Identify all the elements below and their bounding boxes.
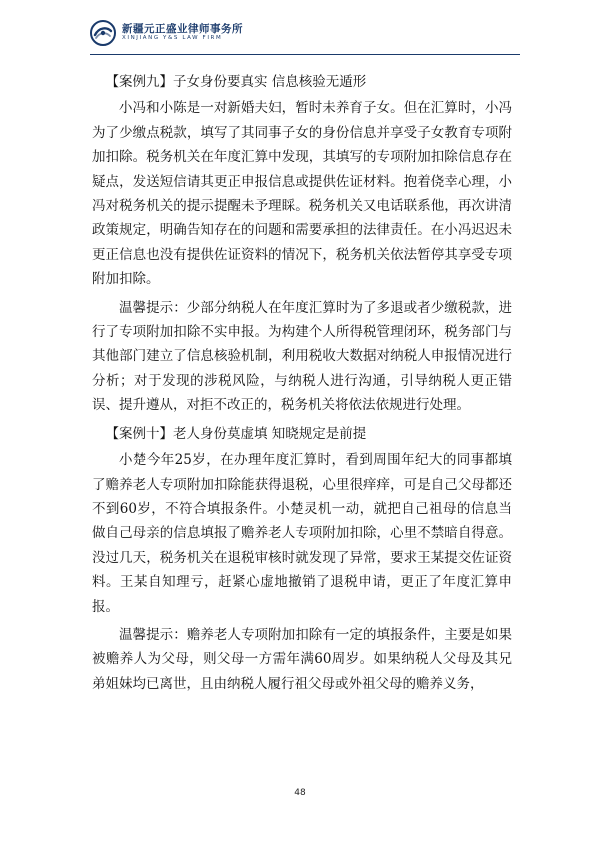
case-10-heading: 【案例十】老人身份莫虚填 知晓规定是前提 xyxy=(105,425,367,442)
case-9-tip: 温馨提示：少部分纳税人在年度汇算时为了多退或者少缴税款，进行了专项附加扣除不实申报。为构建个人所得税管理闭环，税务部门与其他部门建立了信息核验机制，利用税收大数据对纳税人申报情况进行分析；对于发现的涉税风险，与纳税人进行沟通，引导纳税人更正错误、提升遵从，对拒不改正的，税务机关将依法依规进行处理。 xyxy=(92,299,512,414)
document-body xyxy=(92,70,512,700)
page-number: 48 xyxy=(294,788,306,798)
case-10-paragraph: 小楚今年25岁，在办理年度汇算时，看到周围年纪大的同事都填了赡养老人专项附加扣除能获得退税，心里很痒痒，可是自己父母都还不到60岁，不符合填报条件。小楚灵机一动，就把自己祖母的信息当做自己母亲的信息填报了赡养老人专项附加扣除，心里不禁暗自得意。没过几天，税务机关在退税审核时就发现了异常，要求王某提交佐证资料。王某自知理亏，赶紧心虚地撤销了退税申请，更正了年度汇算申报。 xyxy=(92,452,512,615)
case-9-paragraph: 小冯和小陈是一对新婚夫妇，暂时未养育子女。但在汇算时，小冯为了少缴点税款，填写了其同事子女的身份信息并享受子女教育专项附加扣除。税务机关在年度汇算中发现，其填写的专项附加扣除信息存在疑点，发送短信请其更正申报信息或提供佐证材料。抱着侥幸心理，小冯对税务机关的提示提醒未予理睬。税务机关又电话联系他，再次讲清政策规定，明确告知存在的问题和需要承担的法律责任。在小冯迟迟未更正信息也没有提供佐证资料的情况下，税务机关依法暂停其享受专项附加扣除。 xyxy=(92,100,512,288)
case-10-tip: 温馨提示：赡养老人专项附加扣除有一定的填报条件，主要是如果被赡养人为父母，则父母一方需年满60周岁。如果纳税人父母及其兄弟姐妹均已离世，且由纳税人履行祖父母或外祖父母的赡养义务， xyxy=(92,626,512,692)
header-divider xyxy=(90,54,520,55)
page-header xyxy=(90,18,520,58)
case-9-heading: 【案例九】子女身份要真实 信息核验无遁形 xyxy=(105,74,367,90)
firm-logo-icon xyxy=(90,20,116,46)
firm-name-en: XINJIANG Y&S LAW FIRM xyxy=(122,35,223,41)
firm-name-cn: 新疆元正盛业律师事务所 xyxy=(122,23,243,35)
